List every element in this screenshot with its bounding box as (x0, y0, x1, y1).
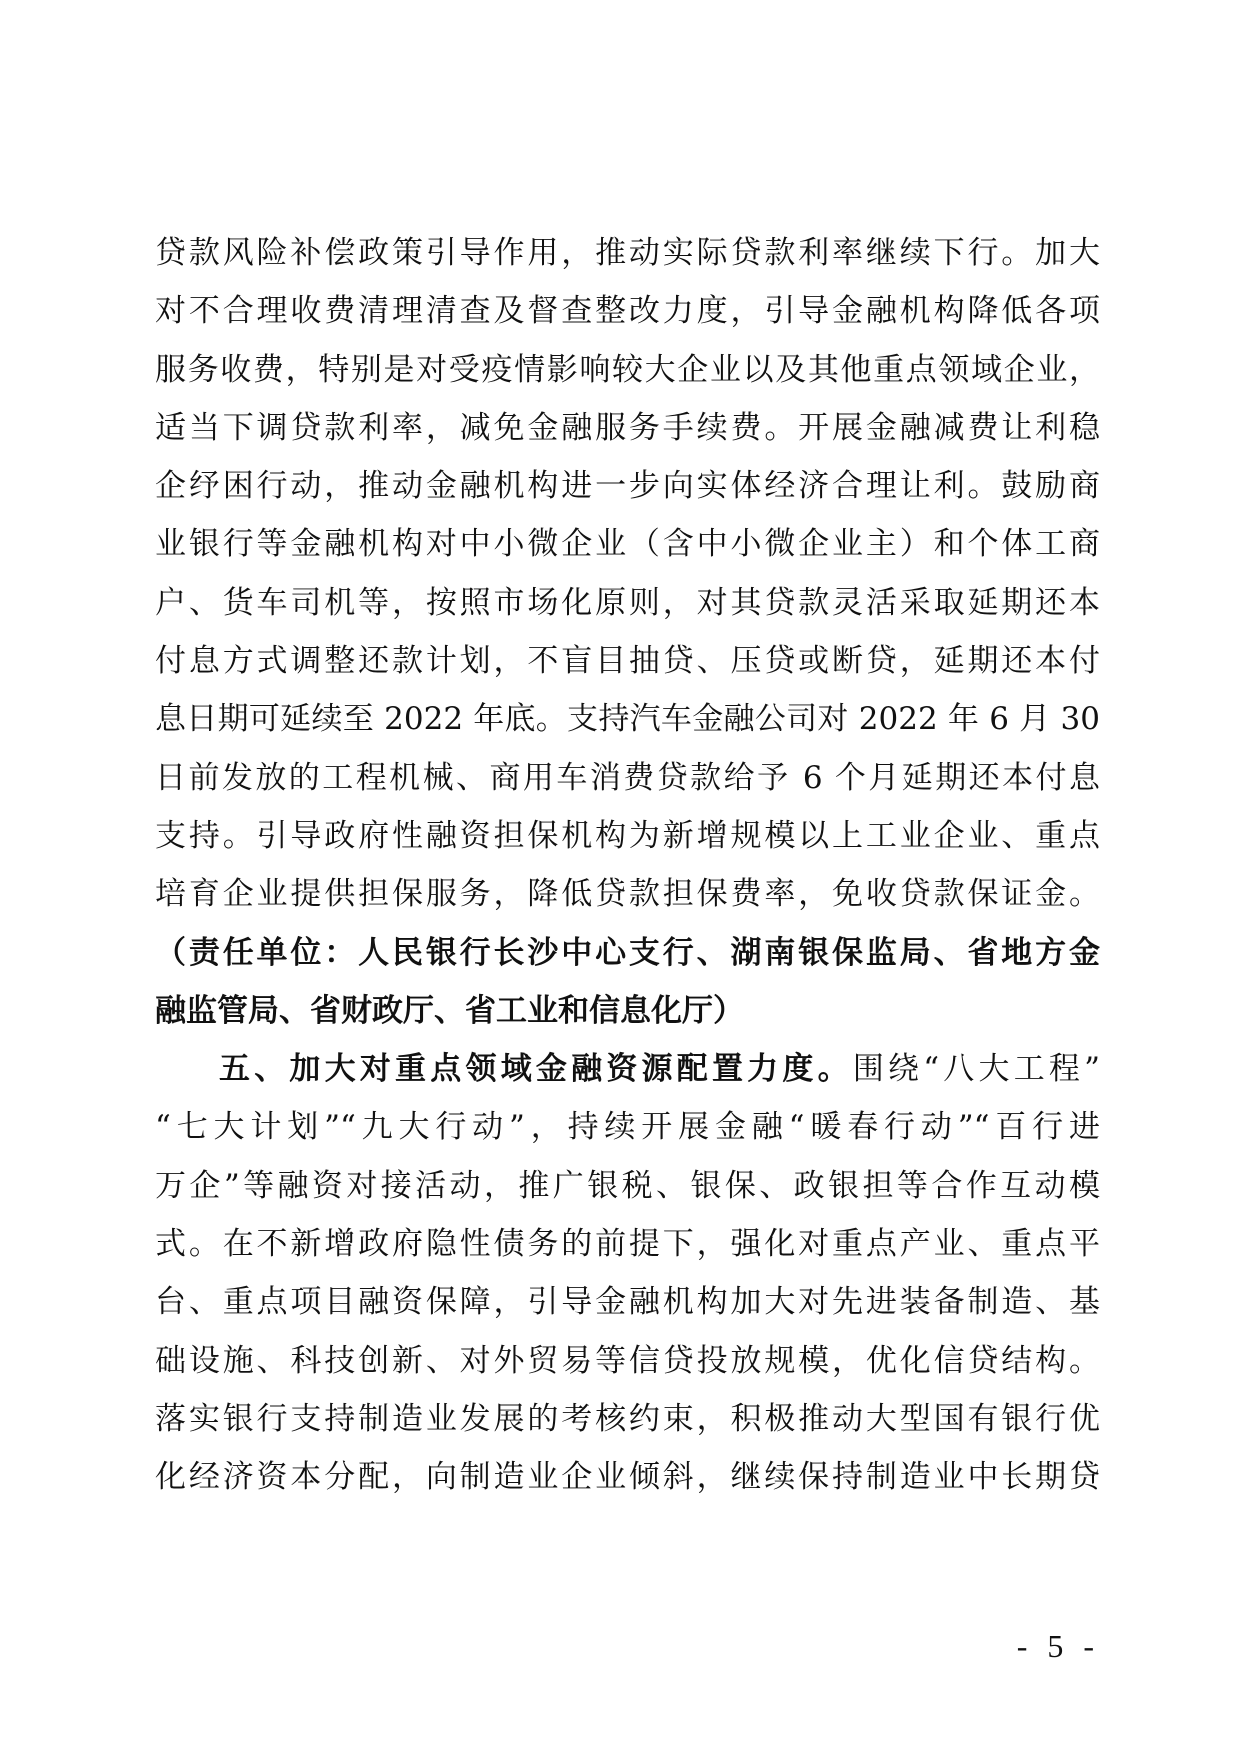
text-line: 式。在不新增政府隐性债务的前提下，强化对重点产业、重点平 (155, 1226, 1100, 1263)
text-line: 培育企业提供担保服务，降低贷款担保费率，免收贷款保证金。 (155, 876, 1100, 913)
text-line: “七大计划”“九大行动”，持续开展金融“暖春行动”“百行进 (155, 1109, 1100, 1146)
section-heading-rest: 围绕“八大工程” (852, 1051, 1100, 1088)
text-line: 付息方式调整还款计划，不盲目抽贷、压贷或断贷，延期还本付 (155, 643, 1100, 680)
text-line: 业银行等金融机构对中小微企业（含中小微企业主）和个体工商 (155, 526, 1100, 563)
text-line: 对不合理收费清理清查及督查整改力度，引导金融机构降低各项 (155, 293, 1100, 330)
text-line: 支持。引导政府性融资担保机构为新增规模以上工业企业、重点 (155, 817, 1100, 854)
text-line: 息日期可延续至 2022 年底。支持汽车金融公司对 2022 年 6 月 30 (155, 701, 1100, 738)
text-line: 万企”等融资对接活动，推广银税、银保、政银担等合作互动模 (155, 1167, 1100, 1204)
text-line: 落实银行支持制造业发展的考核约束，积极推动大型国有银行优 (155, 1400, 1100, 1437)
text-line: 化经济资本分配，向制造业企业倾斜，继续保持制造业中长期贷 (155, 1459, 1100, 1496)
text-line: 户、货车司机等，按照市场化原则，对其贷款灵活采取延期还本 (155, 584, 1100, 621)
section-heading: 五、加大对重点领域金融资源配置力度。 (219, 1051, 853, 1088)
text-line: 服务收费，特别是对受疫情影响较大企业以及其他重点领域企业， (155, 351, 1100, 388)
text-line: 贷款风险补偿政策引导作用，推动实际贷款利率继续下行。加大 (155, 235, 1100, 271)
responsible-units-line: 融监管局、省财政厅、省工业和信息化厅） (155, 992, 744, 1029)
text-line: 适当下调贷款利率，减免金融服务手续费。开展金融减费让利稳 (155, 409, 1100, 446)
responsible-units-line: （责任单位：人民银行长沙中心支行、湖南银保监局、省地方金 (155, 934, 1100, 971)
text-line: 日前发放的工程机械、商用车消费贷款给予 6 个月延期还本付息 (155, 759, 1100, 796)
body-text (155, 224, 1100, 1507)
text-line: 企纾困行动，推动金融机构进一步向实体经济合理让利。鼓励商 (155, 468, 1100, 505)
page-number: - 5 - (1016, 1628, 1100, 1664)
text-line: 台、重点项目融资保障，引导金融机构加大对先进装备制造、基 (155, 1284, 1100, 1321)
section-heading-line (155, 1040, 1100, 1098)
text-line: 础设施、科技创新、对外贸易等信贷投放规模，优化信贷结构。 (155, 1342, 1100, 1379)
